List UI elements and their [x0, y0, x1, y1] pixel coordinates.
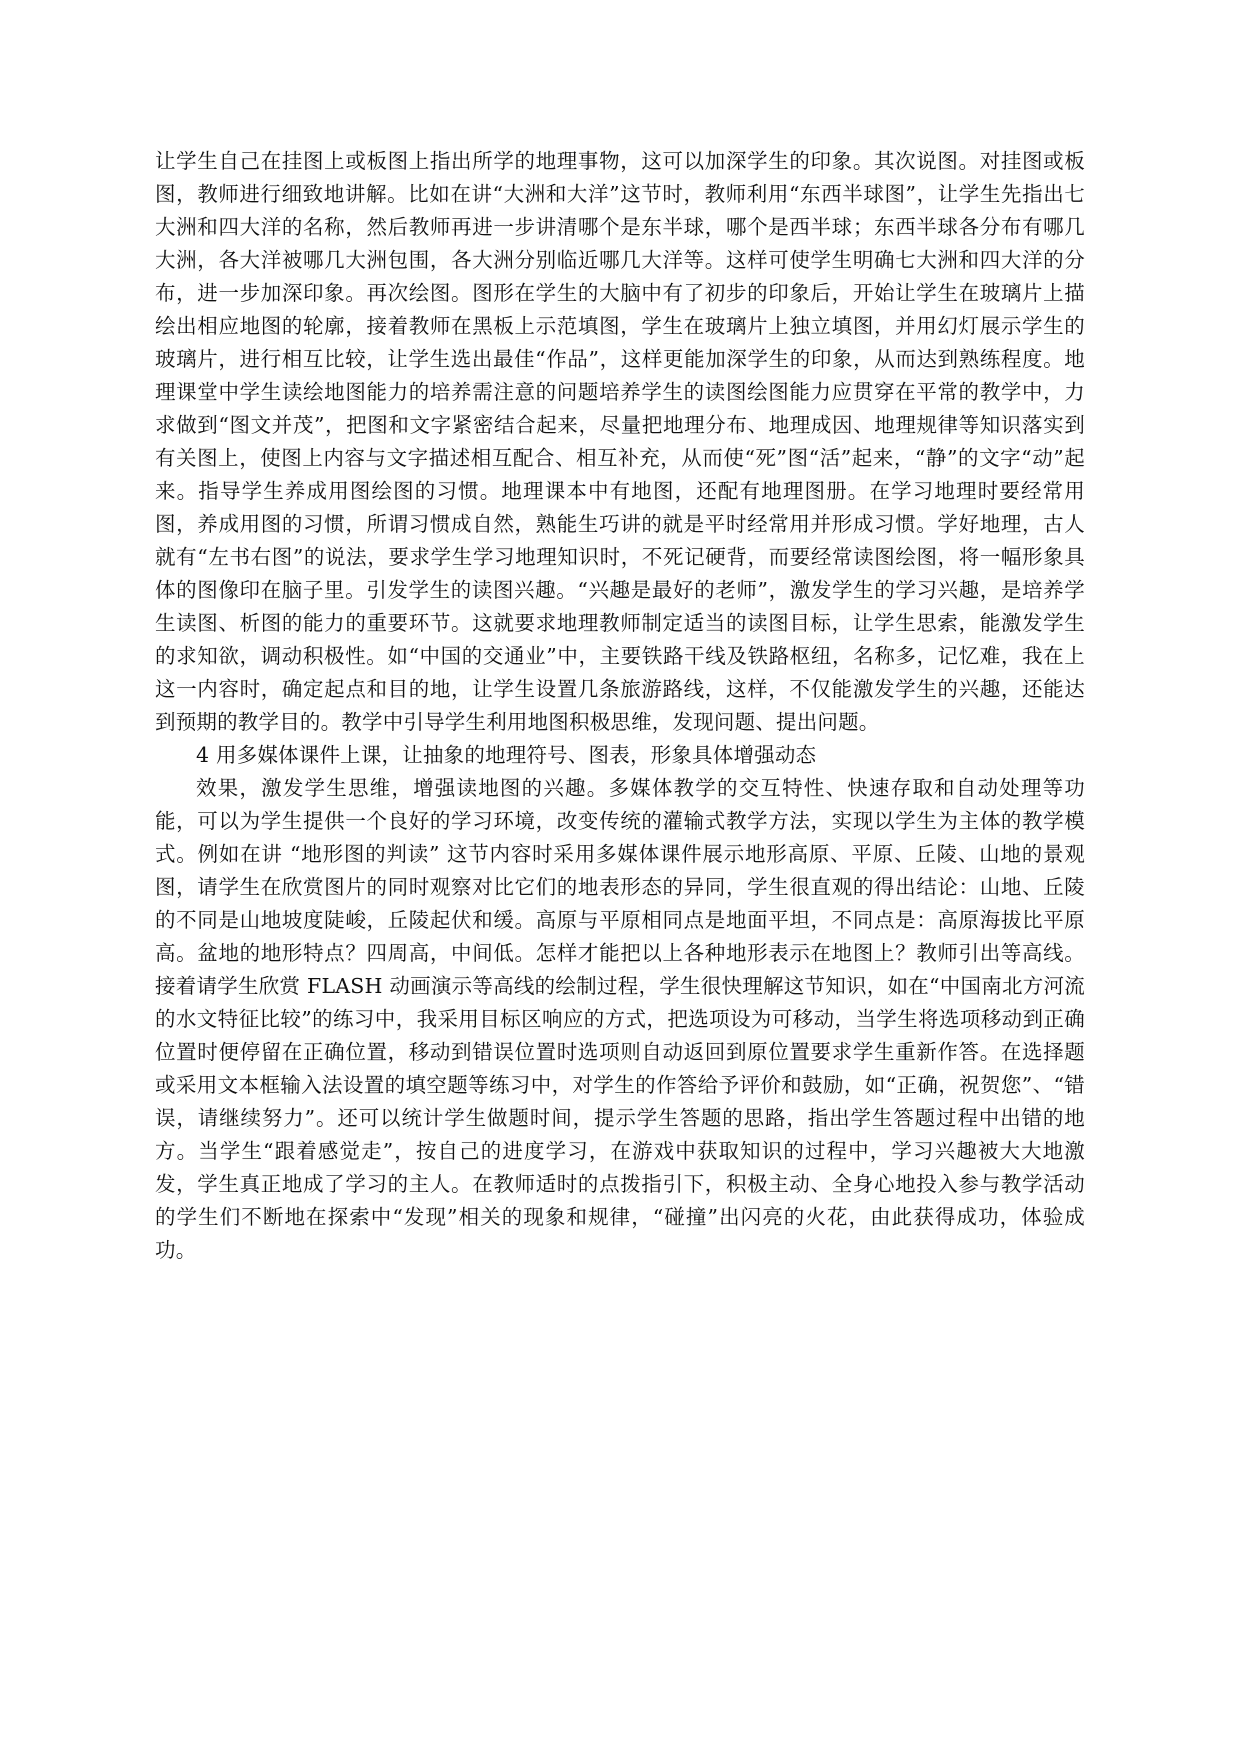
section-heading-4: 4 用多媒体课件上课，让抽象的地理符号、图表，形象具体增强动态: [196, 743, 817, 767]
body-paragraph-2: 效果，激发学生思维，增强读地图的兴趣。多媒体教学的交互特性、快速存取和自动处理等功能，可以为学生提供一个良好的学习环境，改变传统的灌输式教学方法，实现以学生为主体的教学模式。例如在讲 “地形图的判读” 这节内容时采用多媒体课件展示地形高原、平原、丘陵、山地的景观图，请学生在欣赏图片的同时观察对比它们的地表形态的异同，学生很直观的得出结论：山地、丘陵的不同是山地坡度陡峻，丘陵起伏和缓。高原与平原相同点是地面平坦，不同点是：高原海拔比平原高。盆地的地形特点？四周高，中间低。怎样才能把以上各种地形表示在地图上？教师引出等高线。接着请学生欣赏 FLASH 动画演示等高线的绘制过程，学生很快理解这节知识，如在“中国南北方河流的水文特征比较”的练习中，我采用目标区响应的方式，把选项设为可移动，当学生将选项移动到正确位置时便停留在正确位置，移动到错误位置时选项则自动返回到原位置要求学生重新作答。在选择题或采用文本框输入法设置的填空题等练习中，对学生的作答给予评价和鼓励，如“正确，祝贺您”、“错误，请继续努力”。还可以统计学生做题时间，提示学生答题的思路，指出学生答题过程中出错的地方。当学生“跟着感觉走”，按自己的进度学习，在游戏中获取知识的过程中，学习兴趣被大大地激发，学生真正地成了学习的主人。在教师适时的点拨指引下，积极主动、全身心地投入参与教学活动的学生们不断地在探索中“发现”相关的现象和规律，“碰撞”出闪亮的火花，由此获得成功，体验成功。: [155, 776, 1085, 1262]
body-paragraph-1: 让学生自己在挂图上或板图上指出所学的地理事物，这可以加深学生的印象。其次说图。对挂图或板图，教师进行细致地讲解。比如在讲“大洲和大洋”这节时，教师利用“东西半球图”，让学生先指出七大洲和四大洋的名称，然后教师再进一步讲清哪个是东半球，哪个是西半球；东西半球各分布有哪几大洲，各大洋被哪几大洲包围，各大洲分别临近哪几大洋等。这样可使学生明确七大洲和四大洋的分布，进一步加深印象。再次绘图。图形在学生的大脑中有了初步的印象后，开始让学生在玻璃片上描绘出相应地图的轮廓，接着教师在黑板上示范填图，学生在玻璃片上独立填图，并用幻灯展示学生的玻璃片，进行相互比较，让学生选出最佳“作品”，这样更能加深学生的印象，从而达到熟练程度。地理课堂中学生读绘地图能力的培养需注意的问题培养学生的读图绘图能力应贯穿在平常的教学中，力求做到“图文并茂”，把图和文字紧密结合起来，尽量把地理分布、地理成因、地理规律等知识落实到有关图上，使图上内容与文字描述相互配合、相互补充，从而使“死”图“活”起来，“静”的文字“动”起来。指导学生养成用图绘图的习惯。地理课本中有地图，还配有地理图册。在学习地理时要经常用图，养成用图的习惯，所谓习惯成自然，熟能生巧讲的就是平时经常用并形成习惯。学好地理，古人就有“左书右图”的说法，要求学生学习地理知识时，不死记硬背，而要经常读图绘图，将一幅形象具体的图像印在脑子里。引发学生的读图兴趣。“兴趣是最好的老师”，激发学生的学习兴趣，是培养学生读图、析图的能力的重要环节。这就要求地理教师制定适当的读图目标，让学生思索，能激发学生的求知欲，调动积极性。如“中国的交通业”中，主要铁路干线及铁路枢纽，名称多，记忆难，我在上这一内容时，确定起点和目的地，让学生设置几条旅游路线，这样，不仅能激发学生的兴趣，还能达到预期的教学目的。教学中引导学生利用地图积极思维，发现问题、提出问题。: [155, 149, 1085, 734]
document-body: [155, 145, 1085, 1267]
